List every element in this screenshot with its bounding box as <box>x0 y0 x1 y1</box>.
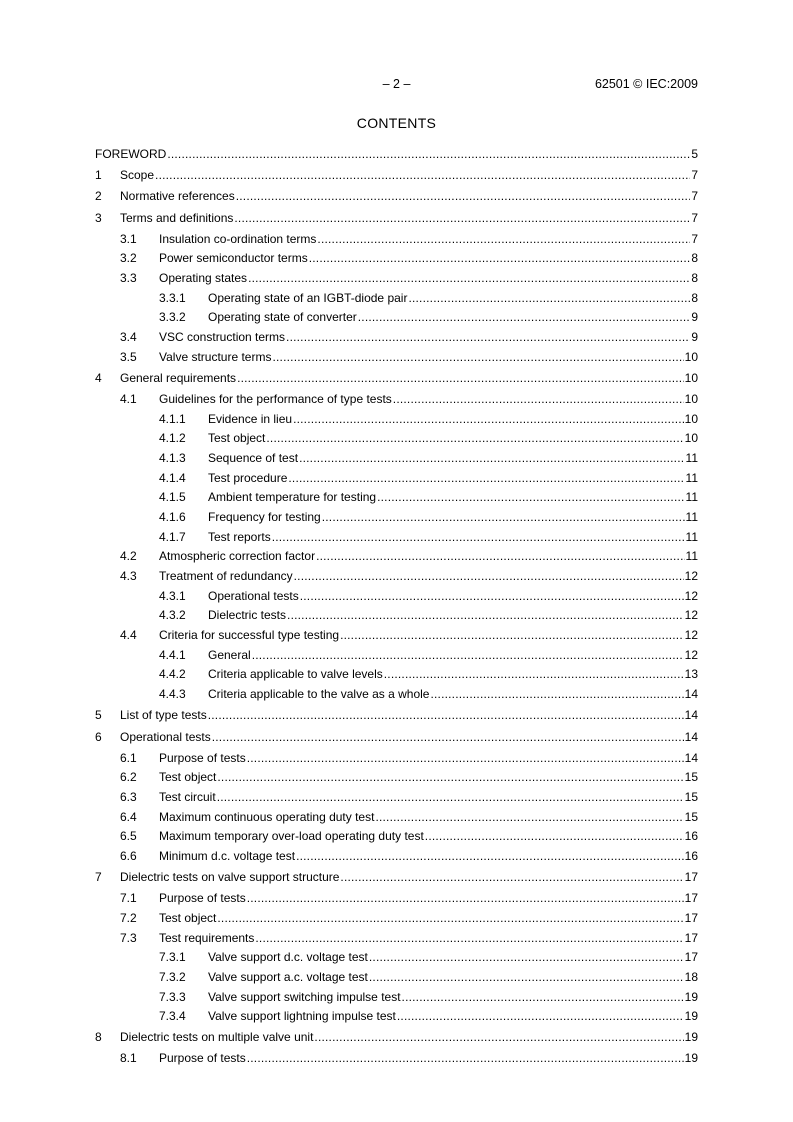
toc-entry-line <box>208 988 698 1008</box>
dot-leader <box>217 909 683 929</box>
toc-entry-title[interactable]: Purpose of tests <box>159 1051 246 1066</box>
toc-entry-number: 4.1.6 <box>159 509 186 524</box>
toc-entry-number: 4.4 <box>120 628 137 643</box>
toc-entry[interactable] <box>95 646 698 666</box>
toc-entry-page: 12 <box>684 647 698 662</box>
toc-entry-line <box>120 369 698 389</box>
toc-entry-line <box>208 449 698 469</box>
dot-leader <box>430 685 683 705</box>
toc-entry-title[interactable]: Test circuit <box>159 789 216 804</box>
toc-entry[interactable] <box>95 369 698 389</box>
toc-entry-number: 7.1 <box>120 891 137 906</box>
toc-entry-title[interactable]: Guidelines for the performance of type tests <box>159 391 392 406</box>
toc-entry[interactable] <box>95 429 698 449</box>
toc-entry-number: 4.2 <box>120 549 137 564</box>
toc-entry-number: 7.3 <box>120 930 137 945</box>
toc-entry[interactable] <box>95 606 698 626</box>
toc-entry-line <box>208 685 698 705</box>
toc-entry-page: 7 <box>691 210 698 225</box>
toc-entry-title[interactable]: Criteria applicable to the valve as a whole <box>208 687 430 702</box>
dot-leader <box>286 328 690 348</box>
toc-entry-line <box>159 889 698 909</box>
toc-entry-page: 12 <box>684 608 698 623</box>
toc-entry-line <box>120 209 698 229</box>
toc-entry-line <box>159 390 698 410</box>
toc-entry-line <box>208 508 698 528</box>
toc-entry-page: 19 <box>684 1051 698 1066</box>
toc-entry-page: 7 <box>691 168 698 183</box>
toc-entry[interactable] <box>95 909 698 929</box>
toc-entry-line <box>120 728 698 748</box>
toc-entry-line <box>159 249 698 269</box>
toc-entry-page: 9 <box>691 310 698 325</box>
toc-entry-page: 16 <box>684 848 698 863</box>
toc-entry-title[interactable]: Dielectric tests on multiple valve unit <box>120 1030 314 1045</box>
dot-leader <box>237 369 684 389</box>
dot-leader <box>208 706 684 726</box>
toc-entry[interactable] <box>95 410 698 430</box>
toc-entry-title[interactable]: Scope <box>120 168 155 183</box>
toc-entry-page: 16 <box>684 829 698 844</box>
toc-entry[interactable] <box>95 1007 698 1027</box>
dot-leader <box>358 308 691 328</box>
toc-entry-title[interactable]: Minimum d.c. voltage test <box>159 848 296 863</box>
toc-entry[interactable] <box>95 145 698 165</box>
toc-entry-title[interactable]: Valve structure terms <box>159 349 272 364</box>
toc-entry[interactable] <box>95 749 698 769</box>
toc-entry-title[interactable]: Operational tests <box>208 588 299 603</box>
toc-entry-page: 11 <box>685 529 698 544</box>
toc-entry-number: 4.1.2 <box>159 431 186 446</box>
toc-entry-line <box>120 166 698 186</box>
toc-entry-line <box>208 469 698 489</box>
toc-entry-page: 9 <box>691 329 698 344</box>
toc-entry[interactable] <box>95 587 698 607</box>
toc-entry-title[interactable]: Purpose of tests <box>159 750 246 765</box>
dot-leader <box>236 187 691 207</box>
toc-entry-title[interactable]: Dielectric tests <box>208 608 287 623</box>
toc-entry-title[interactable]: General <box>208 647 251 662</box>
toc-entry-line <box>120 868 698 888</box>
toc-entry[interactable] <box>95 626 698 646</box>
toc-entry-number: 6 <box>95 729 102 744</box>
toc-entry-line <box>208 948 698 968</box>
toc-entry-title[interactable]: Purpose of tests <box>159 891 246 906</box>
toc-entry-page: 10 <box>684 349 698 364</box>
toc-entry[interactable] <box>95 1049 698 1069</box>
toc-entry-page: 12 <box>684 588 698 603</box>
dot-leader <box>247 889 684 909</box>
toc-entry-page: 13 <box>684 667 698 682</box>
dot-leader <box>252 646 684 666</box>
toc-entry-page: 18 <box>684 969 698 984</box>
dot-leader <box>375 808 683 828</box>
toc-entry[interactable] <box>95 567 698 587</box>
dot-leader <box>266 429 683 449</box>
toc-entry-page: 15 <box>684 809 698 824</box>
toc-entry-number: 1 <box>95 168 102 183</box>
toc-entry-number: 6.5 <box>120 829 137 844</box>
toc-entry-line <box>208 410 698 430</box>
toc-entry-title[interactable]: Valve support lightning impulse test <box>208 1009 396 1024</box>
toc-entry-page: 17 <box>684 910 698 925</box>
toc-entry-line <box>159 909 698 929</box>
dot-leader <box>167 145 690 165</box>
toc-entry-title[interactable]: Test reports <box>208 529 271 544</box>
toc-entry[interactable] <box>95 449 698 469</box>
toc-entry-page: 15 <box>684 789 698 804</box>
dot-leader <box>247 1049 684 1069</box>
dot-leader <box>369 968 684 988</box>
toc-entry-number: 4.1 <box>120 391 137 406</box>
toc-entry[interactable] <box>95 768 698 788</box>
toc-entry[interactable] <box>95 547 698 567</box>
toc-entry-line <box>159 230 698 250</box>
page-number: – 2 – <box>382 77 411 91</box>
toc-entry-number: 3.5 <box>120 349 137 364</box>
toc-entry-number: 4.1.1 <box>159 411 186 426</box>
toc-entry[interactable] <box>95 249 698 269</box>
dot-leader <box>393 390 684 410</box>
toc-entry[interactable] <box>95 808 698 828</box>
toc-entry[interactable] <box>95 988 698 1008</box>
toc-entry-line <box>208 1007 698 1027</box>
toc-entry-title[interactable]: Operational tests <box>120 729 211 744</box>
toc-entry[interactable] <box>95 929 698 949</box>
toc-entry-title[interactable]: Test requirements <box>159 930 255 945</box>
toc-entry-title[interactable]: Operating state of an IGBT-diode pair <box>208 290 408 305</box>
toc-entry-title[interactable]: Maximum temporary over-load operating duty test <box>159 829 424 844</box>
toc-entry-line <box>159 547 698 567</box>
table-of-contents <box>95 145 698 1069</box>
document-reference: 62501 © IEC:2009 <box>594 77 698 91</box>
toc-entry-title[interactable]: FOREWORD <box>95 147 167 161</box>
toc-entry-page: 11 <box>685 470 698 485</box>
toc-entry-number: 6.4 <box>120 809 137 824</box>
toc-entry-title[interactable]: Test object <box>159 910 217 925</box>
toc-entry-page: 17 <box>684 870 698 885</box>
toc-entry-number: 3.3 <box>120 270 137 285</box>
toc-entry[interactable] <box>95 230 698 250</box>
dot-leader <box>248 269 690 289</box>
dot-leader <box>408 289 690 309</box>
toc-entry-line <box>120 1028 698 1048</box>
toc-entry-page: 15 <box>684 770 698 785</box>
toc-entry[interactable] <box>95 390 698 410</box>
toc-entry-title[interactable]: Operating state of converter <box>208 310 357 325</box>
dot-leader <box>377 488 684 508</box>
toc-entry-number: 5 <box>95 708 102 723</box>
toc-entry-number: 3.4 <box>120 329 137 344</box>
toc-entry[interactable] <box>95 968 698 988</box>
toc-entry[interactable] <box>95 1028 698 1048</box>
dot-leader <box>402 988 684 1008</box>
toc-entry[interactable] <box>95 269 698 289</box>
dot-leader <box>287 606 684 626</box>
toc-entry-page: 19 <box>684 989 698 1004</box>
toc-entry[interactable] <box>95 187 698 207</box>
toc-entry-line <box>208 968 698 988</box>
toc-entry-number: 6.3 <box>120 789 137 804</box>
dot-leader <box>272 348 683 368</box>
toc-entry-number: 4.3 <box>120 569 137 584</box>
toc-entry-line <box>159 328 698 348</box>
contents-title: CONTENTS <box>356 115 437 131</box>
dot-leader <box>234 209 690 229</box>
toc-entry-number: 3.3.2 <box>159 310 186 325</box>
toc-entry-number: 4.1.3 <box>159 450 186 465</box>
toc-entry-number: 7.3.2 <box>159 969 186 984</box>
dot-leader <box>155 166 690 186</box>
toc-entry-title[interactable]: VSC construction terms <box>159 329 286 344</box>
toc-entry-number: 4.1.4 <box>159 470 186 485</box>
toc-entry[interactable] <box>95 348 698 368</box>
toc-entry-number: 4.4.3 <box>159 687 186 702</box>
page-header <box>95 77 698 93</box>
toc-entry-line <box>159 348 698 368</box>
dot-leader <box>217 788 684 808</box>
dot-leader <box>288 469 684 489</box>
toc-entry-number: 2 <box>95 189 102 204</box>
toc-entry-number: 8.1 <box>120 1051 137 1066</box>
toc-entry-title[interactable]: Insulation co-ordination terms <box>159 231 317 246</box>
toc-entry-title[interactable]: Criteria for successful type testing <box>159 628 340 643</box>
toc-entry-page: 11 <box>685 509 698 524</box>
dot-leader <box>296 847 684 867</box>
toc-entry-number: 4.4.1 <box>159 647 186 662</box>
toc-entry-page: 8 <box>691 270 698 285</box>
toc-entry-line <box>159 269 698 289</box>
toc-entry-number: 7.2 <box>120 910 137 925</box>
toc-entry-title[interactable]: Test object <box>159 770 217 785</box>
toc-entry-title[interactable]: Ambient temperature for testing <box>208 490 377 505</box>
toc-entry-number: 3.2 <box>120 251 137 266</box>
toc-entry[interactable] <box>95 328 698 348</box>
toc-entry-title[interactable]: Valve support a.c. voltage test <box>208 969 368 984</box>
toc-entry-title[interactable]: Dielectric tests on valve support structure <box>120 870 340 885</box>
toc-entry-page: 10 <box>684 411 698 426</box>
toc-entry-page: 10 <box>684 370 698 385</box>
toc-entry-number: 7 <box>95 870 102 885</box>
dot-leader <box>272 528 685 548</box>
toc-entry-title[interactable]: Sequence of test <box>208 450 299 465</box>
toc-entry-title[interactable]: Operating states <box>159 270 248 285</box>
toc-entry-page: 14 <box>684 750 698 765</box>
toc-entry-number: 7.3.1 <box>159 950 186 965</box>
toc-entry-line <box>159 929 698 949</box>
dot-leader <box>217 768 683 788</box>
toc-entry-page: 14 <box>684 729 698 744</box>
dot-leader <box>322 508 685 528</box>
toc-entry-number: 6.6 <box>120 848 137 863</box>
toc-entry-page: 11 <box>685 549 698 564</box>
toc-entry-line <box>159 567 698 587</box>
toc-entry-number: 6.1 <box>120 750 137 765</box>
toc-entry-line <box>159 768 698 788</box>
toc-entry-page: 10 <box>684 391 698 406</box>
dot-leader <box>369 948 684 968</box>
toc-entry-title[interactable]: Test procedure <box>208 470 288 485</box>
toc-entry-line <box>208 308 698 328</box>
toc-entry-page: 5 <box>691 147 698 161</box>
toc-entry[interactable] <box>95 728 698 748</box>
dot-leader <box>314 1028 683 1048</box>
dot-leader <box>309 249 691 269</box>
toc-entry-page: 14 <box>684 708 698 723</box>
toc-entry-number: 8 <box>95 1030 102 1045</box>
toc-entry[interactable] <box>95 847 698 867</box>
toc-entry-line <box>120 706 698 726</box>
toc-entry[interactable] <box>95 508 698 528</box>
toc-entry-page: 10 <box>684 431 698 446</box>
toc-entry-number: 4.1.7 <box>159 529 186 544</box>
toc-entry[interactable] <box>95 665 698 685</box>
dot-leader <box>384 665 684 685</box>
toc-entry-line <box>208 289 698 309</box>
toc-entry-line <box>208 606 698 626</box>
dot-leader <box>255 929 683 949</box>
dot-leader <box>425 827 684 847</box>
dot-leader <box>299 449 684 469</box>
dot-leader <box>340 868 683 888</box>
toc-entry-line <box>208 488 698 508</box>
toc-entry-number: 4.1.5 <box>159 490 186 505</box>
toc-entry-page: 12 <box>684 569 698 584</box>
toc-entry-page: 7 <box>691 189 698 204</box>
toc-entry-page: 8 <box>691 251 698 266</box>
toc-entry-number: 4.3.2 <box>159 608 186 623</box>
toc-entry[interactable] <box>95 488 698 508</box>
toc-entry[interactable] <box>95 528 698 548</box>
toc-entry[interactable] <box>95 469 698 489</box>
toc-entry-line <box>208 429 698 449</box>
toc-entry-line <box>159 749 698 769</box>
toc-entry-title[interactable]: Valve support switching impulse test <box>208 989 401 1004</box>
toc-entry-title[interactable]: Maximum continuous operating duty test <box>159 809 375 824</box>
toc-entry-line <box>208 646 698 666</box>
toc-entry-title[interactable]: General requirements <box>120 370 237 385</box>
toc-entry-page: 11 <box>685 490 698 505</box>
toc-entry-line <box>208 528 698 548</box>
toc-entry-number: 6.2 <box>120 770 137 785</box>
dot-leader <box>247 749 684 769</box>
toc-entry-title[interactable]: Normative references <box>120 189 235 204</box>
toc-entry-page: 8 <box>691 290 698 305</box>
toc-entry-line <box>159 808 698 828</box>
toc-entry-line <box>208 587 698 607</box>
toc-entry-line <box>159 1049 698 1069</box>
toc-entry-line <box>120 187 698 207</box>
toc-entry-title[interactable]: Frequency for testing <box>208 509 321 524</box>
toc-entry-page: 17 <box>684 930 698 945</box>
toc-entry-line <box>159 827 698 847</box>
toc-entry-line <box>208 665 698 685</box>
toc-entry-page: 14 <box>684 687 698 702</box>
toc-entry-number: 4.4.2 <box>159 667 186 682</box>
toc-entry[interactable] <box>95 788 698 808</box>
toc-entry[interactable] <box>95 308 698 328</box>
toc-entry-number: 7.3.3 <box>159 989 186 1004</box>
toc-entry-title[interactable]: Valve support d.c. voltage test <box>208 950 368 965</box>
dot-leader <box>293 410 684 430</box>
toc-entry-title[interactable]: Test object <box>208 431 266 446</box>
toc-entry-page: 12 <box>684 628 698 643</box>
toc-entry-page: 11 <box>685 450 698 465</box>
toc-entry-number: 3.1 <box>120 231 137 246</box>
toc-entry[interactable] <box>95 706 698 726</box>
dot-leader <box>316 547 684 567</box>
toc-entry[interactable] <box>95 868 698 888</box>
dot-leader <box>300 587 684 607</box>
dot-leader <box>212 728 684 748</box>
toc-entry-number: 4.3.1 <box>159 588 186 603</box>
toc-entry-line <box>159 626 698 646</box>
toc-entry-page: 17 <box>684 891 698 906</box>
toc-entry-number: 4 <box>95 370 102 385</box>
toc-entry-title[interactable]: List of type tests <box>120 708 207 723</box>
toc-entry[interactable] <box>95 166 698 186</box>
toc-entry-number: 3.3.1 <box>159 290 186 305</box>
toc-entry-title[interactable]: Atmospheric correction factor <box>159 549 316 564</box>
toc-entry[interactable] <box>95 948 698 968</box>
toc-entry-title[interactable]: Criteria applicable to valve levels <box>208 667 383 682</box>
toc-entry[interactable] <box>95 827 698 847</box>
toc-entry[interactable] <box>95 289 698 309</box>
toc-entry-title[interactable]: Evidence in lieu <box>208 411 293 426</box>
toc-entry-title[interactable]: Power semiconductor terms <box>159 251 308 266</box>
toc-entry-line <box>159 788 698 808</box>
dot-leader <box>294 567 684 587</box>
toc-entry-page: 19 <box>684 1030 698 1045</box>
toc-entry[interactable] <box>95 685 698 705</box>
toc-entry[interactable] <box>95 209 698 229</box>
toc-entry-title[interactable]: Treatment of redundancy <box>159 569 293 584</box>
dot-leader <box>317 230 690 250</box>
toc-entry-number: 7.3.4 <box>159 1009 186 1024</box>
toc-entry-number: 3 <box>95 210 102 225</box>
toc-entry-title[interactable]: Terms and definitions <box>120 210 234 225</box>
toc-entry-page: 7 <box>691 231 698 246</box>
toc-entry-line <box>95 145 698 165</box>
toc-entry-line <box>159 847 698 867</box>
toc-entry[interactable] <box>95 889 698 909</box>
dot-leader <box>340 626 684 646</box>
toc-entry-page: 17 <box>684 950 698 965</box>
dot-leader <box>397 1007 684 1027</box>
toc-entry-page: 19 <box>684 1009 698 1024</box>
